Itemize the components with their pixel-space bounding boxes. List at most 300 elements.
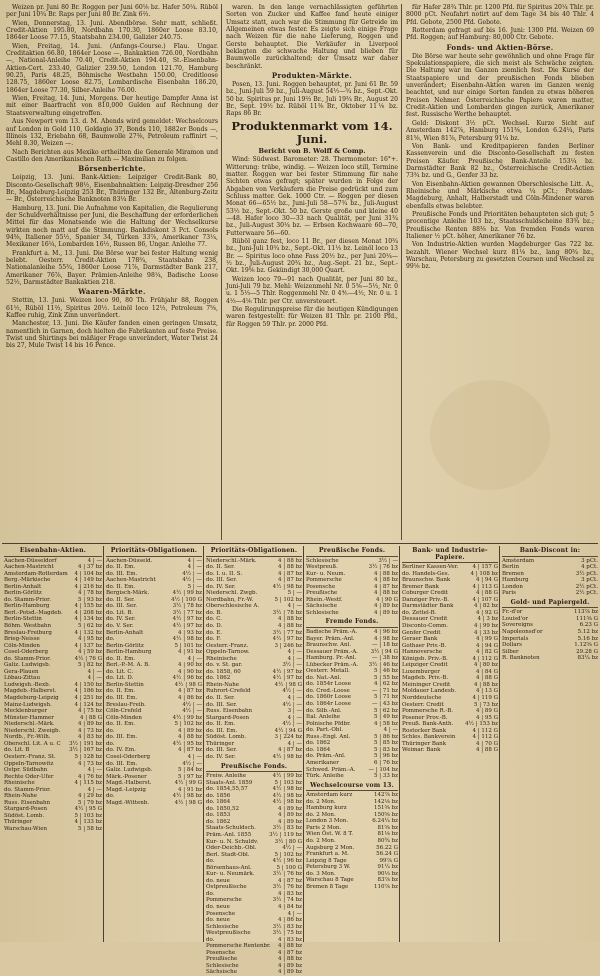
table-row bbox=[4, 826, 102, 833]
table-row bbox=[306, 884, 398, 891]
table-cell-name: do. II. Ser. bbox=[106, 596, 135, 603]
table-cell-value: 4 | 112 G bbox=[472, 734, 498, 741]
table-cell-value: 4½ | 97 bz bbox=[172, 616, 202, 623]
table-cell-value: 4½ | 97 bz bbox=[172, 623, 202, 630]
table-cell-name: do. Cred.-Loose bbox=[306, 687, 350, 694]
table-cell-value: 4½ | — bbox=[282, 721, 302, 728]
table-cell-name: do. 1854r Loose bbox=[306, 681, 351, 688]
table-cell-name: Thüringer bbox=[4, 819, 33, 826]
table-cell-value: 5 | 62 bz bbox=[373, 707, 398, 714]
table-cell-value: 81⅝ bz bbox=[377, 824, 398, 831]
table-cell-name: Bremen bbox=[502, 570, 524, 577]
table-cell-name: do. 1864r Loose bbox=[306, 701, 351, 708]
table-cell-name: Gothaer Priv.-B. bbox=[402, 642, 447, 649]
table-cell-value: 4 | — bbox=[287, 740, 302, 747]
table-cell-value: 3½ | 78 bz bbox=[272, 609, 302, 616]
table-cell-value: 4 | 87 bz bbox=[277, 570, 302, 577]
table-cell-name: Staats-Anl. 1859 bbox=[206, 779, 253, 786]
table-cell-value: 4 | 99 bz bbox=[473, 623, 498, 630]
table-cell-name: do. Handels-Ges. bbox=[402, 570, 450, 577]
table-cell-value: 5 | 101 bz bbox=[174, 642, 202, 649]
table-cell-name: Königsb. Priv.-B. bbox=[402, 655, 448, 662]
table-cell-name: do. III. Ser. bbox=[206, 747, 238, 754]
table-cell-name: Pommersche R.-B. bbox=[402, 708, 454, 715]
table-cell-value: 4 | — bbox=[187, 655, 202, 662]
table-cell-value: 4 | 96 bz bbox=[373, 629, 398, 636]
table-cell-name: do. 1864 bbox=[206, 799, 231, 806]
table-cell-name: Luxemburger bbox=[402, 668, 440, 675]
table-cell-value: 4 | 89 G bbox=[476, 708, 498, 715]
table-cell-value: 4 | 58 bz bbox=[373, 720, 398, 727]
table-cell-value: 3½ | 191 bz bbox=[69, 740, 102, 747]
column-left-body-text-2 bbox=[6, 297, 218, 349]
table-cell-value: 4 | 33 bz bbox=[473, 629, 498, 636]
table-cell-value: 5 | 84 bz bbox=[177, 767, 202, 774]
table-cell-value: 4 | 115 bz bbox=[74, 780, 102, 787]
table-cell-value: 4 | 93 bz bbox=[177, 629, 202, 636]
table-cell-value: 4½ | — bbox=[182, 577, 202, 584]
table-cell-value: 4½ | 99 bz bbox=[172, 590, 202, 597]
table-cell-name: do. D. bbox=[206, 623, 223, 630]
table-cell-value: 5 | 103 bz bbox=[274, 779, 302, 786]
table-cell-value: 4 | 208 bz bbox=[74, 609, 102, 616]
table-cell-value: 2½ pCt. bbox=[575, 590, 598, 597]
table-cell-value: 5 | 71 bz bbox=[373, 694, 398, 701]
table-cell-name: do. II. Em. bbox=[106, 655, 136, 662]
table-cell-name: Darmstädter Bank bbox=[402, 603, 454, 610]
table-divider bbox=[499, 546, 500, 942]
table-cell-name: do. Präm.-Anl. bbox=[306, 753, 346, 760]
table-cell-name: do. Zettel-B. bbox=[402, 609, 437, 616]
table-cell-name: Hamburg kurz bbox=[306, 805, 347, 812]
table-cell-value: 5 | 102 bz bbox=[274, 851, 302, 858]
table-cell-name: Cosel-Oderberg bbox=[106, 753, 151, 760]
table-cell-name: Staats-Schuldsch. bbox=[206, 825, 256, 832]
table-cell-value: 113⅞ bz bbox=[574, 609, 598, 616]
table-cell-value: 4½ | 95 bz bbox=[172, 740, 202, 747]
table-cell-name: Warschau-Wien bbox=[4, 825, 48, 832]
paragraph: Die Börse war heute sehr gewöhnlich und ohne Frage für Spekulationspapiere, die sich meist als Schwäche zeigten. Die Haltung war im Ganzen ziemlich fest. Die Kurse der Staatspapiere und der preußischen Fonds blieben unverändert; Eisenbahn-Aktien waren im Ganzen wenig beachtet, und nur einige Sorten fanden zu etwas höheren Preisen Nehmer. Österreichische Papiere waren matter, Credit-Aktien und Lombarden gingen zurück, Amerikaner fest. Russische Werthe behauptet. bbox=[406, 52, 594, 119]
paragraph: Von Eisenbahn-Aktien gewannen Oberschlesische Litt. A., Rheinische und Märkische etwa ¼ pCt.; Potsdam-Magdeburg, Anhalt, Halberstadt und Cöln-Mindener waren ebenfalls etwas belebter. bbox=[406, 180, 594, 210]
table-cell-value: 3½ | 83 bz bbox=[272, 825, 302, 832]
table-cell-value: 4½ | — bbox=[182, 760, 202, 767]
table-cell-name: Schlesische bbox=[206, 923, 239, 930]
table-cell-value: 3½ | 167 bz bbox=[69, 747, 102, 754]
table-title: Fremde Fonds. bbox=[306, 619, 398, 628]
table-cell-value: 56.24 G bbox=[376, 851, 398, 858]
table-cell-name: Aachen-Düsseld. bbox=[106, 557, 153, 564]
table-cell-name: Oesterr. Credit bbox=[402, 701, 444, 708]
column-left bbox=[6, 4, 218, 542]
table-cell-value: 4 | 70 G bbox=[476, 740, 498, 747]
table-cell-name: Südöst. Lomb. bbox=[206, 734, 247, 741]
table-cell-name: Geraer Bank bbox=[402, 636, 438, 643]
table-cell-name: do. 1858, 60 bbox=[206, 668, 241, 675]
table-cell-name: Berlin bbox=[502, 564, 519, 571]
table-cell-name: Rostocker Bank bbox=[402, 727, 447, 734]
table-cell-value: 4 | 150 bz bbox=[74, 681, 102, 688]
table-cell-name: Galiz. Ludwigsb. bbox=[4, 662, 51, 669]
table-cell-name: do. 1862 bbox=[306, 740, 331, 747]
table-cell-name: do. bbox=[206, 936, 215, 943]
section-heading-produkten-maerkte: Produkten-Märkte. bbox=[271, 71, 353, 81]
table-cell-value: 4½ | — bbox=[282, 701, 302, 708]
table-cell-value: 6.24¼ bz bbox=[372, 818, 398, 825]
table-cell-name: Thüringer Bank bbox=[402, 740, 447, 747]
table-cell-value: 5 | 33 bz bbox=[373, 773, 398, 780]
table-cell-name: do. Lit. B. bbox=[106, 609, 134, 616]
table-cell-value: 4 | 89 bz bbox=[177, 727, 202, 734]
table-cell-value: 1.12⅝ G bbox=[574, 642, 598, 649]
table-cell-name: do. E. bbox=[206, 629, 222, 636]
table-cell-value: 4 | 75 bz bbox=[77, 708, 102, 715]
table-cell-name: Berliner Kassen-Ver. bbox=[402, 564, 459, 571]
table-cell-value: 4½ | 94 G bbox=[274, 727, 302, 734]
table-cell-name: Berg.-Märkische bbox=[4, 577, 51, 584]
table-cell-name: do. 1850,52 bbox=[206, 805, 239, 812]
table-cell-name: Berl. Stadt-Obl. bbox=[206, 851, 250, 858]
table-cell-value: 90⅓ bz bbox=[377, 870, 398, 877]
table-cell-name: do. III. Em. bbox=[106, 734, 138, 741]
table-cell-value: 4 | 86 bz bbox=[177, 695, 202, 702]
table-cell-name: do. II. Em. bbox=[106, 564, 136, 571]
table-cell-name: Bremen 8 Tage bbox=[306, 883, 349, 890]
table-cell-value: 4 | 29 bz bbox=[77, 793, 102, 800]
paragraph: Wind: Südwest. Barometer: 28. Thermometer: 16°+. Witterung: trübe, windig. — Weizen loco still, Termine matter. Roggen war bei fester Stimmung für nahe Sichten etwas gefragt; später wurden in Folge der Abgaben von Verkäufern die Preise gedrückt und zum Schluss matter. Gek. 1000 Ctr. — Roggen per diesen Monat 66—65½ bz., Juni-Juli 58—57¾ bz., Juli-August 53½ bz., Sept.-Okt. 50 bz. Gerste große und kleine 40—48. Hafer loco 30—33 nach Qualität, per Juni 31¾ bz., Juli-August 30¼ bz. — Erbsen Kochwaare 60—70, Futterwaare 56—60. bbox=[226, 156, 398, 237]
table-cell-name: do. 1862 bbox=[206, 818, 231, 825]
table-cell-value: — | 71 bz bbox=[371, 687, 398, 694]
table-cell-name: Dollars bbox=[502, 642, 522, 649]
table-cell-name: Wien Öst. W. 8 T. bbox=[306, 831, 353, 838]
table-cell-name: do. Lit. D. bbox=[106, 675, 134, 682]
table-cell-name: Oesterr.-Franz. bbox=[206, 642, 249, 649]
table-cell-value: 3½ | 74 bz bbox=[272, 897, 302, 904]
table-cell-name: do. bbox=[106, 793, 115, 800]
table-cell-name: do. B. bbox=[206, 609, 223, 616]
table-cell-name: Pommersche bbox=[206, 897, 242, 904]
paragraph: Preußische Fonds und Prioritäten behaupteten sich gut; 5 procentige Anleihe 103 bz., Staatsschuldscheine 83¾ bz.; Preußische Renten 88⅜ bz. Von fremden Fonds waren Italiener ½ pCt. höher, Amerikaner 76 bz. bbox=[406, 210, 594, 240]
table-cell-value: 4½ | 153 bz bbox=[465, 721, 498, 728]
table-cell-name: Russ. Eisenbahn bbox=[4, 799, 51, 806]
table-cell-value: 3½ | 80 G bbox=[274, 838, 302, 845]
table-cell-value: 4½ | 97 bz bbox=[272, 675, 302, 682]
table-cell-value: 4 | 216 bz bbox=[74, 583, 102, 590]
column-right-top-text bbox=[406, 4, 594, 42]
table-cell-name: do. I. u. II. S. bbox=[206, 570, 243, 577]
table-cell-value: 83⅞ bz bbox=[377, 877, 398, 884]
table-cell-value: 4½ | 99 G bbox=[174, 780, 202, 787]
table-cell-name: Münster-Hammer bbox=[4, 714, 54, 721]
table-cell-name: do. Lit. C. bbox=[106, 668, 134, 675]
table-cell-name: Berl.-P.-M. A. B. bbox=[106, 662, 150, 669]
table-cell-name: Berlin-Görlitz bbox=[4, 590, 42, 597]
table-cell-value: 4 | — bbox=[383, 727, 398, 734]
table-cell-name: Warschau 8 Tage bbox=[306, 877, 354, 884]
paragraph: Rüböl ganz fest, loco 11 Br., per diesen Monat 10¾ bz., Juni-Juli 10¾ bz., Sept.-Okt. 11⅕ bz. Leinöl loco 13 Br. — Spiritus loco ohne Fass 20½ bz., per Juni 20¼—½ bz., Juli-August 20¾ bz., Aug.-Sept. 21 bz., Sept.-Okt. 19⅚ bz. Gekündigt 30,000 Quart. bbox=[226, 237, 398, 275]
table-cell-value: 4 | 88 bz bbox=[373, 577, 398, 584]
table-cell-value: 4 | — bbox=[187, 564, 202, 571]
paragraph: Wien, Freitag, 14. Juni, Morgens. Der heutige Dampfer Anna ist mit einer Baarfracht von 810,000 Gulden auf Rechnung der Staatsverwaltung eingetroffen. bbox=[6, 95, 218, 117]
table-cell-name: do. Stamm-Prior. bbox=[4, 786, 51, 793]
table-bank-industrie-papiere-cont bbox=[502, 548, 598, 942]
table-cell-value: — | 38 bz bbox=[371, 655, 398, 662]
table-cell-name: R. Banknoten bbox=[502, 655, 540, 662]
table-divider bbox=[103, 546, 104, 942]
column-right-body-text bbox=[406, 53, 594, 271]
table-cell-value: 3 | — bbox=[287, 708, 302, 715]
table-cell-name: Sächsische bbox=[206, 969, 237, 976]
table-cell-value: 4½ | 100 G bbox=[171, 596, 202, 603]
table-cell-name: Russ.-Engl. Anl. bbox=[306, 733, 351, 740]
table-cell-name: do. III. Em. bbox=[106, 695, 138, 702]
table-cell-value: 3½ | — bbox=[282, 662, 302, 669]
table-cell-name: Imperials bbox=[502, 635, 529, 642]
table-title: Eisenbahn-Aktien. bbox=[4, 548, 102, 557]
table-cell-value: 5 | 103 bz bbox=[74, 812, 102, 819]
table-cell-value: 4 | 95 bz bbox=[77, 636, 102, 643]
table-cell-value: 2½ pCt. bbox=[575, 583, 598, 590]
table-cell-name: Ostpr. Südbahn bbox=[4, 767, 48, 774]
table-cell-value: 3½ | 76 bz bbox=[272, 884, 302, 891]
table-cell-name: Schles. Bankverein bbox=[402, 734, 456, 741]
paragraph: Von Bank- und Kreditpapieren fanden Berliner Kassenverein und die Disconto-Gesellschaft zu festen Preisen Käufer. Preußische Bank-Anteile 153¼ bz. Darmstädter Bank 82 bz., Österreichische Credit-Actien 73¾ bz. und G., Genfer 33 bz. bbox=[406, 142, 594, 180]
table-title: Preußische Fonds. bbox=[206, 764, 302, 773]
column-middle-body-text bbox=[226, 81, 398, 118]
table-cell-value: 4 | 73 bz bbox=[77, 727, 102, 734]
table-cell-value: 151⅜ bz bbox=[374, 805, 398, 812]
table-cell-name: do. 1853 bbox=[206, 812, 231, 819]
table-cell-name: Berlin-Hamburg bbox=[4, 603, 50, 610]
table-cell-value: 4½ | — bbox=[182, 701, 202, 708]
table-cell-value: 4 | 88 bz bbox=[277, 564, 302, 571]
paragraph: Frankfurt a. M., 13. Juni. Die Börse war bei fester Haltung wenig belebt. Oesterr. Credit-Aktien 178¾, Staatsbahn 238, Nationalanleihe 55¾, 1860er Loose 71⅞, Darmstädter Bank 217, Amerikaner 76⅞, Bayer. Prämien-Anleihe 98¼, Badische Loose 52½, Darmstädter Bankaktien 218. bbox=[6, 249, 218, 287]
table-cell-value: 4 | 89 bz bbox=[277, 812, 302, 819]
table-cell-name: Sächsische bbox=[306, 603, 337, 610]
table-cell-value: 3½ | — bbox=[378, 557, 398, 564]
table-cell-name: Cöln-Minden bbox=[4, 642, 40, 649]
table-cell-value: 4 | 87 bz bbox=[373, 583, 398, 590]
table-cell-value: 3½ | 94 G bbox=[370, 648, 398, 655]
table-row bbox=[306, 773, 398, 780]
table-cell-value: 4½ | — bbox=[182, 570, 202, 577]
table-cell-name: do. III. Em. bbox=[206, 727, 238, 734]
table-cell-name: Augsburg 2 Mon. bbox=[306, 844, 355, 851]
table-cell-name: Breslau-Freiburg bbox=[4, 629, 52, 636]
table-cell-name: Napoleonsd'or bbox=[502, 629, 543, 636]
table-cell-value: 99⅞ G bbox=[379, 857, 398, 864]
table-cell-value: 4 | 73 bz bbox=[77, 760, 102, 767]
table-cell-value: 4 | 83 bz bbox=[277, 936, 302, 943]
table-cell-name: Badische Präm.-A. bbox=[306, 629, 358, 636]
table-cell-name: Amsterdam kurz bbox=[306, 792, 353, 799]
table-cell-value: 3½ | 75 bz bbox=[272, 930, 302, 937]
table-cell-value: 4½ | — bbox=[182, 708, 202, 715]
table-cell-value: 3½ pCt. bbox=[575, 570, 598, 577]
table-cell-name: Mainz-Ludwigsh. bbox=[4, 701, 52, 708]
table-cell-name: Magdeb. Priv.-B. bbox=[402, 675, 449, 682]
table-cell-name: Berlin-Görlitz bbox=[106, 642, 144, 649]
table-cell-name: Oberschlesische A. bbox=[206, 603, 260, 610]
table-row bbox=[206, 969, 302, 976]
table-row bbox=[106, 800, 202, 807]
table-cell-name: Pommersche Rentenbr. bbox=[206, 943, 271, 950]
column-middle bbox=[226, 4, 398, 542]
table-cell-name: Meininger Credit bbox=[402, 681, 451, 688]
table-cell-name: Amerikaner bbox=[306, 759, 339, 766]
table-cell-name: Cöln-Minden bbox=[106, 714, 142, 721]
table-title: Bank- und Industrie-Papiere. bbox=[402, 548, 498, 563]
table-cell-value: 142⅞ bz bbox=[374, 792, 398, 799]
table-cell-value: 111⅜ G bbox=[576, 615, 598, 622]
table-cell-name: Oesterr. Metall. bbox=[306, 668, 350, 675]
table-cell-name: Präm.-Anl. 1855 bbox=[206, 831, 252, 838]
table-cell-name: Disconto-Comm. bbox=[402, 623, 449, 630]
table-cell-value: 4 | 112 G bbox=[472, 655, 498, 662]
table-cell-name: Westpreußische bbox=[206, 930, 251, 937]
table-cell-name: Böhm. Westbahn bbox=[4, 623, 51, 630]
table-cell-value: 4 | 134 bz bbox=[74, 616, 102, 623]
table-cell-value: 4 | 87 bz bbox=[177, 688, 202, 695]
table-cell-value: 4 | — bbox=[187, 753, 202, 760]
table-cell-name: Dessauer Credit bbox=[402, 616, 448, 623]
table-cell-name: Berlin-Anhalt bbox=[4, 583, 42, 590]
table-cell-value: 4 | — bbox=[87, 675, 102, 682]
paragraph: Wien, Freitag, 14. Juni. (Anfangs-Course.) Flau. Ungar. Creditaktien 66.80, 1864er Loose —, Bankaktien 726.00, Nordbahn —, National-Anleihe 70.40, Credit-Aktien 194.40, St.-Eisenbahn-Aktien-Cert. 233.40, Galizier 239.50, London 121.70, Hamburg 90.25, Paris 48.25, Böhmische Westbahn 150.00, Creditloose 128.75, 1860er Loose 82.75, Lombardische Eisenbahn 186.20, 1864er Loose 77.30, Silber-Anleihe 76.00. bbox=[6, 42, 218, 94]
table-cell-value: 4 | 95 G bbox=[476, 714, 498, 721]
table-cell-value: 4½ | 99 bz bbox=[172, 714, 202, 721]
table-cell-name: Amsterdam bbox=[502, 557, 535, 564]
table-cell-value: 4 | 59 bz bbox=[77, 649, 102, 656]
table-cell-value: 4 | 88 bz bbox=[373, 570, 398, 577]
table-cell-name: Norddeutsche bbox=[402, 695, 442, 702]
table-cell-value: 4 | 137 bz bbox=[74, 642, 102, 649]
paragraph: Hamburg, 13. Juni. Die Aufnahme von Kapitalien, die Regulierung der Schuldverhältnisse per Juni, die Beschaffung der erforderlichen Mittel für das Monatsende wie die Haltung der Wechselkurse wirkten noch matt auf die Stimmung. Bankdiskont 3 Pct. Consols 94⅝, Italiener 55½, Spanier 34, Türken 33⅞, Amerikaner 73¼, Mexikaner 16¼, Lombarden 16½, Russen 86, Ungar. Anleihe 77. bbox=[6, 204, 218, 249]
table-cell-name: Oder-Deichb.-Obl. bbox=[206, 845, 257, 852]
table-cell-value: 4 | 88 bz bbox=[277, 557, 302, 564]
table-cell-value: 4 | 88 bz bbox=[277, 616, 302, 623]
table-cell-value: 29.28 G bbox=[576, 648, 598, 655]
table-cell-value: 4 | 132 bz bbox=[74, 629, 102, 636]
section-heading-waaren-maerkte: Waaren-Märkte. bbox=[78, 287, 146, 297]
table-cell-value: 142⅛ bz bbox=[374, 798, 398, 805]
table-cell-value: 3 | 246 bz bbox=[274, 642, 302, 649]
table-cell-value: — | 18 bz bbox=[371, 642, 398, 649]
table-row bbox=[306, 610, 398, 617]
table-cell-name: do. III. Ser. bbox=[206, 701, 238, 708]
table-cell-value: 3½ | 119 bz bbox=[269, 831, 302, 838]
table-cell-name: Stargard-Posen bbox=[4, 806, 48, 813]
table-cell-name: Cosel-Oderberg bbox=[4, 649, 49, 656]
paragraph: Aus Newport vom 13. d. M. Abends wird gemeldet: Wechselcours auf London in Gold 110, Goldagio 37, Bonds 110, 1882er Bonds —, Illinois 132, Eriebahn 68, Baumwolle 27⅜, Petroleum raffinirt —, Mehl 8.30, Weizen —. bbox=[6, 118, 218, 148]
table-cell-name: Galiz. Ludwigsb. bbox=[106, 767, 153, 774]
table-cell-name: do. II. Em. bbox=[106, 583, 136, 590]
table-cell-name: Märk.-Posener bbox=[106, 773, 147, 780]
table-cell-name: Braunschw. Bank bbox=[402, 577, 451, 584]
table-cell-name: Preuß. Bank-Anth. bbox=[402, 721, 454, 728]
table-cell-value: 4 | — bbox=[87, 786, 102, 793]
table-cell-value: 4½ | 97 bz bbox=[272, 636, 302, 643]
table-cell-value: 83¼ bz bbox=[577, 655, 598, 662]
table-cell-value: 3½ | 77 bz bbox=[272, 629, 302, 636]
table-cell-name: Berlin-Anhalt bbox=[106, 629, 144, 636]
table-cell-value: 4 | 91 bz bbox=[177, 786, 202, 793]
table-cell-name: Berlin-Stettin bbox=[4, 616, 42, 623]
table-cell-value: 4 | 88 bz bbox=[277, 943, 302, 950]
table-cell-name: Weimar. Bank bbox=[402, 747, 441, 754]
table-cell-name: Bayer. Präm.-Anl. bbox=[306, 635, 355, 642]
table-cell-name: Sovereigns bbox=[502, 622, 533, 629]
table-cell-name: do. 1856 bbox=[206, 792, 231, 799]
table-cell-name: Coburger Credit bbox=[402, 590, 448, 597]
table-cell-value: 4 | 112 G bbox=[472, 727, 498, 734]
table-cell-value: 5 | 83 bz bbox=[373, 746, 398, 753]
table-cell-value: 4 | — bbox=[187, 557, 202, 564]
table-cell-value: — | 104 bz bbox=[368, 766, 398, 773]
table-cell-value: 4 | 99 G bbox=[476, 636, 498, 643]
table-cell-name: Leipziger Credit bbox=[402, 662, 448, 669]
table-cell-value: 5 | — bbox=[287, 590, 302, 597]
table-cell-name: Schlesische bbox=[306, 557, 339, 564]
table-cell-name: Aachen-Mastricht bbox=[4, 564, 54, 571]
table-row bbox=[502, 655, 598, 662]
table-cell-value: — | 43 bz bbox=[371, 701, 398, 708]
table-divider bbox=[203, 546, 204, 942]
table-row bbox=[402, 747, 498, 754]
table-cell-name: Börsenhaus-Anl. bbox=[206, 864, 252, 871]
table-divider bbox=[399, 546, 400, 942]
table-cell-value: 56.22 G bbox=[376, 844, 398, 851]
table-divider bbox=[303, 546, 304, 942]
table-cell-name: Posensche bbox=[306, 583, 336, 590]
table-cell-name: Aachen-Düsseldorf bbox=[4, 557, 57, 564]
table-cell-value: 4 | 89 bz bbox=[277, 805, 302, 812]
table-cell-value: 150⅝ bz bbox=[374, 811, 398, 818]
table-cell-name: do. Nat.-Anl. bbox=[306, 674, 342, 681]
table-cell-value: 5 | 102 bz bbox=[274, 596, 302, 603]
table-cell-value: 4½ | 98 bz bbox=[272, 753, 302, 760]
table-cell-value: 3½ | 76 bz bbox=[368, 564, 398, 571]
table-cell-value: 4 | 90 bz bbox=[177, 662, 202, 669]
table-cell-value: 80¾ bz bbox=[377, 837, 398, 844]
column-middle-top-text bbox=[226, 4, 398, 70]
table-cell-name: do. bbox=[206, 890, 215, 897]
table-cell-name: Stargard-Posen bbox=[206, 714, 250, 721]
table-cell-value: 4½ | 76 G bbox=[74, 655, 102, 662]
table-cell-name: do. III. Em. bbox=[106, 570, 138, 577]
table-cell-name: Freiw. Anleihe bbox=[206, 773, 247, 780]
section-heading-boersenberichte: Börsenberichte. bbox=[78, 164, 146, 174]
table-cell-name: Silber bbox=[502, 648, 519, 655]
paragraph: Manchester, 13. Juni. Die Käufer fanden einen geringen Umsatz, namentlich in Garnen, doch hielten die Fabrikanten auf feste Preise. Twist und Shirtings bei mäßiger Frage unverändert, Water Twist 24 bis 27, Mule Twist 14 bis 16 Pence. bbox=[6, 320, 218, 350]
table-cell-value: 4 | — bbox=[287, 649, 302, 656]
paragraph: Weizen loco 79—91 nach Qualität, per Juni 80 bz., Juni-Juli 79 bz. Mehl: Weizenmehl Nr. 0 5⅚—5⅓, Nr. 0 u. 1 5⅓—5 Thlr. Roggenmehl Nr. 0 4⅘—4½, Nr. 0 u. 1 4⅓—4⅙ Thlr. per Ctr. unversteuert. bbox=[226, 275, 398, 305]
column-right bbox=[406, 4, 594, 542]
table-cell-value: 4 | 13 G bbox=[476, 688, 498, 695]
table-cell-name: Pommersche bbox=[306, 577, 342, 584]
table-cell-name: Südöst. Lomb. bbox=[4, 812, 45, 819]
table-cell-value: 4½ | 98 bz bbox=[272, 786, 302, 793]
table-cell-value: 3½ | 78 bz bbox=[172, 603, 202, 610]
table-cell-name: Löbau-Zittau bbox=[4, 675, 40, 682]
table-cell-name: Gera-Plauen bbox=[4, 668, 39, 675]
paragraph: Leipzig, 13. Juni. Bank-Aktien: Leipziger Credit-Bank 80, Disconto-Gesellschaft 98½, Eisenbahnaktien: Leipzig-Dresdner 256 Br., Magdeburg-Leipzig 253 Br., Thüringer 132 Br., Altenburg-Zeitz — Br., Österreichische Banknoten 83¼ Br. bbox=[6, 174, 218, 204]
table-cell-name: do. Stamm-Prior. bbox=[4, 596, 51, 603]
table-cell-value: 4 | 88 bz bbox=[277, 956, 302, 963]
table-cell-value: 4½ | — bbox=[282, 845, 302, 852]
table-cell-value: 4 | 86 bz bbox=[277, 917, 302, 924]
table-cell-name: Westpreuß. bbox=[306, 564, 338, 571]
table-cell-name: Thüringer bbox=[206, 740, 235, 747]
